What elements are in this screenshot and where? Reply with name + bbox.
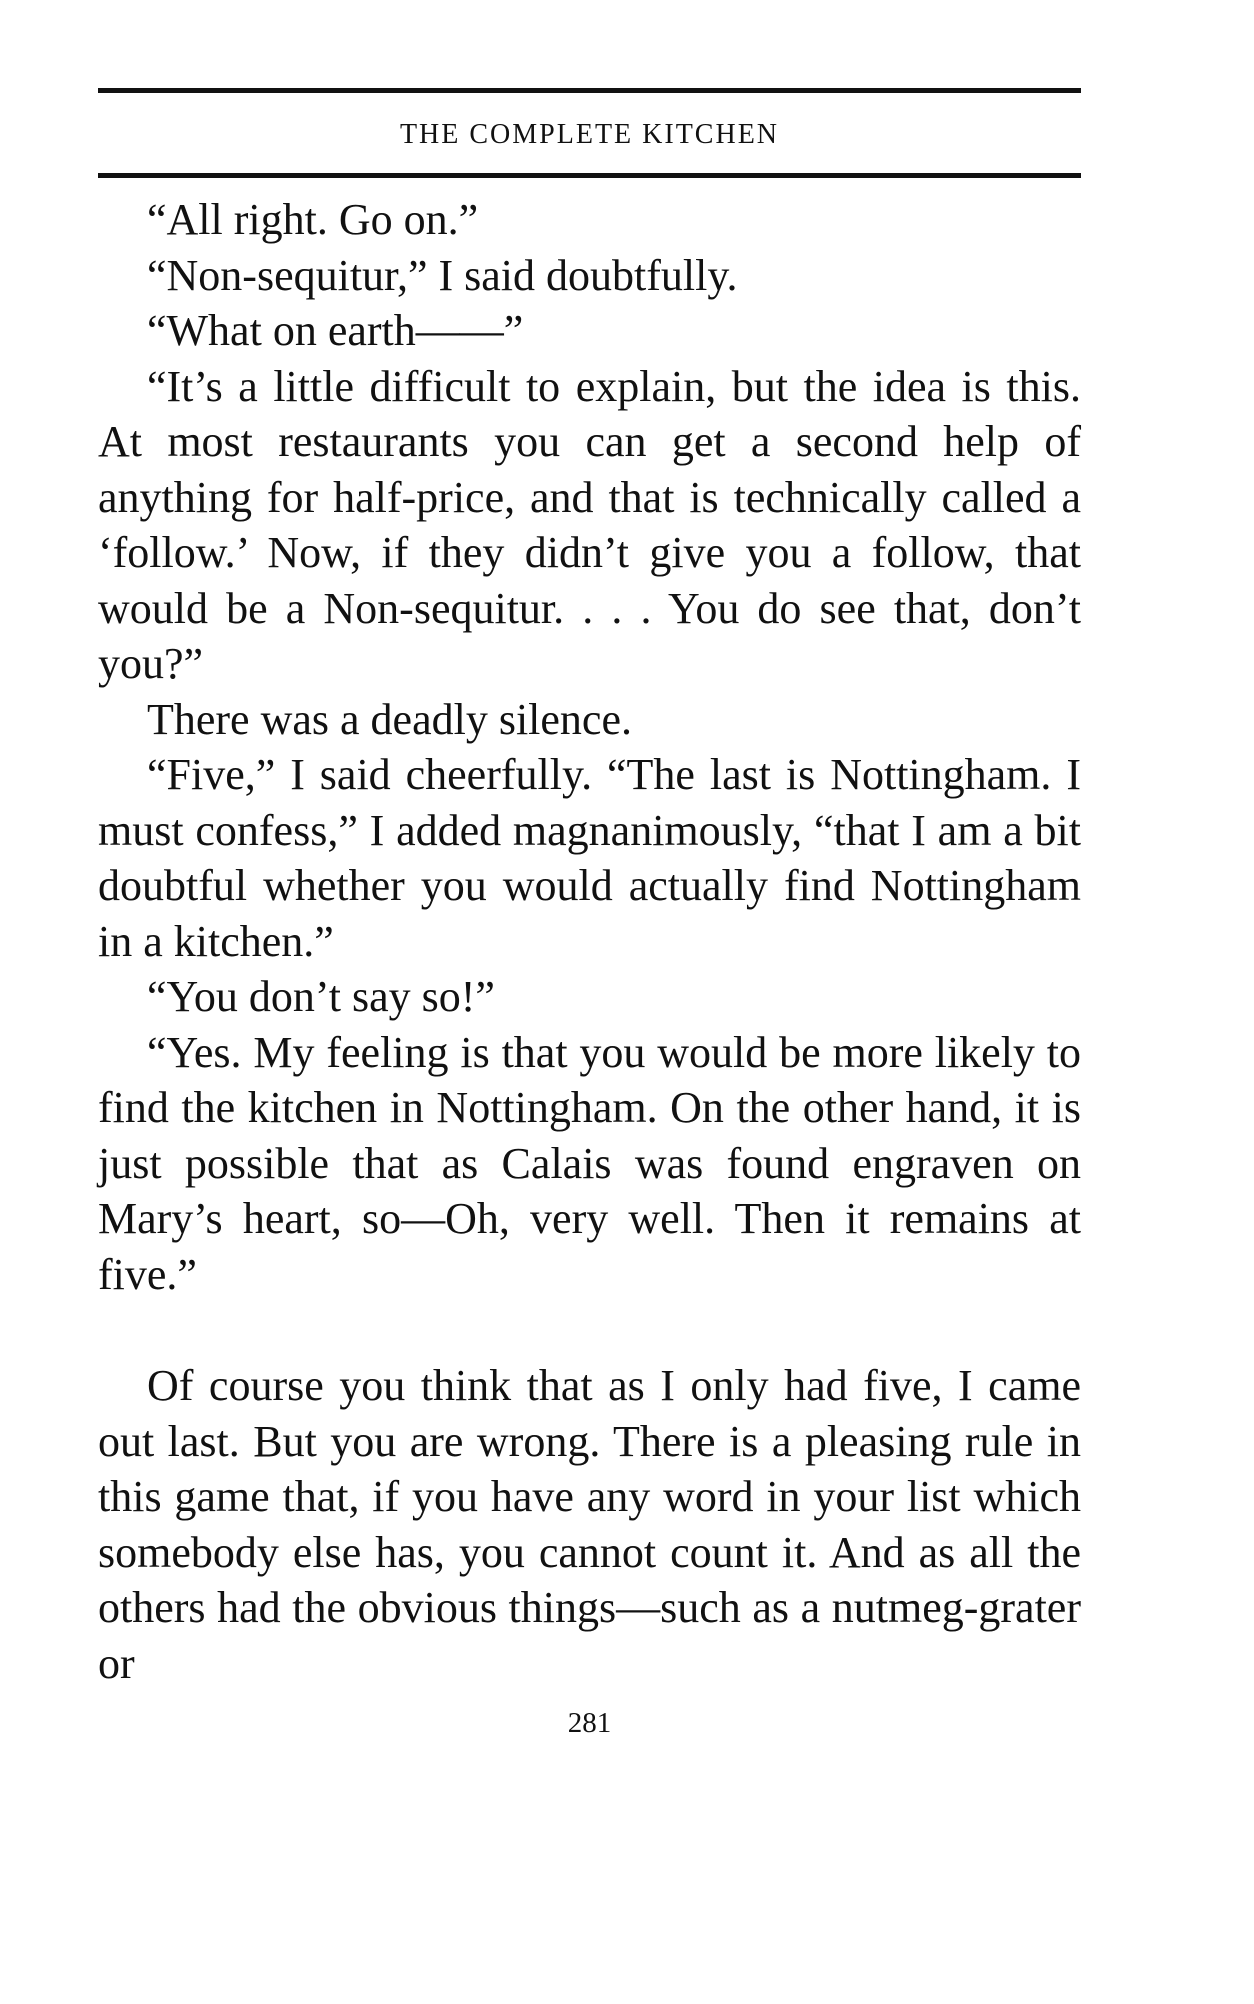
paragraph-dialogue-3: “What on earth——” bbox=[147, 306, 524, 355]
paragraph-dont-say-so: “You don’t say so!” bbox=[147, 972, 495, 1021]
running-head: THE COMPLETE KITCHEN bbox=[399, 119, 780, 150]
header-rule-top bbox=[98, 88, 1081, 93]
header-rule-bottom bbox=[98, 173, 1081, 178]
book-page bbox=[98, 88, 1098, 1740]
paragraph-silence: There was a deadly silence. bbox=[147, 694, 632, 744]
body-text bbox=[98, 192, 1081, 1691]
section-break bbox=[98, 1302, 1081, 1358]
paragraph-of-course: Of course you think that as I only had five, I came out last. But you are wrong. There is a pleasing rule in this game that, if you have any word in your list which somebody else has, you cannot count it. And as all the others had the obvious things—such as a nutmeg-grater or bbox=[98, 1361, 1081, 1688]
paragraph-five: “Five,” I said cheerfully. “The last is Nottingham. I must confess,” I added magnanimously, “that I am a bit doubtful whether you would actually find Nottingham in a kitchen.” bbox=[98, 750, 1081, 966]
paragraph-dialogue-1: “All right. Go on.” bbox=[147, 195, 479, 244]
paragraph-dialogue-2: “Non-sequitur,” I said doubtfully. bbox=[147, 250, 738, 300]
paragraph-explanation: “It’s a little difficult to explain, but the idea is this. At most restaurants you can get a second help of anything for half-price, and that is technically called a ‘follow.’ Now, if they didn’t give you a follow, that would be a Non-sequitur. . . . You do see that, don’t you?” bbox=[98, 361, 1081, 688]
paragraph-nottingham: “Yes. My feeling is that you would be more likely to find the kitchen in Nottingham. On the other hand, it is just possible that as Calais was found engraven on Mary’s heart, so—Oh, very well. Then it remains at five.” bbox=[98, 1027, 1081, 1299]
page-number: 281 bbox=[567, 1707, 612, 1739]
